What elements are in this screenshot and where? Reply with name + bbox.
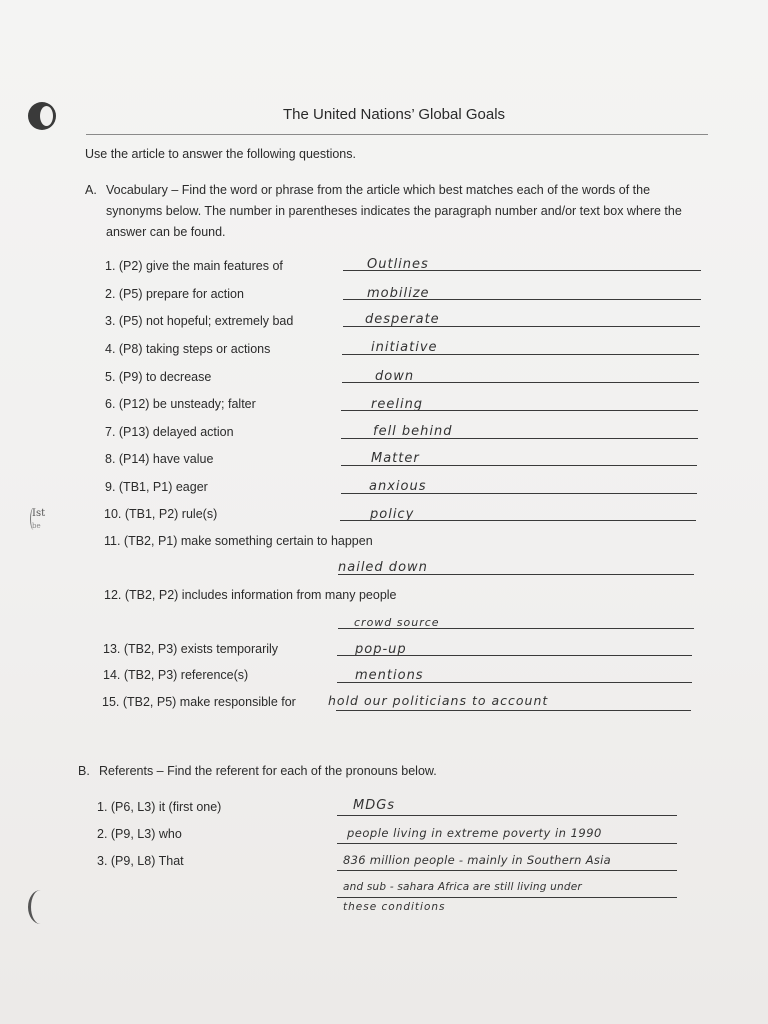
margin-note — [32, 508, 45, 532]
vocab-answer: initiative — [371, 340, 438, 355]
vocab-question: 14. (TB2, P3) reference(s) — [103, 668, 249, 682]
vocab-answer: policy — [370, 507, 415, 522]
vocab-answer: nailed down — [338, 560, 428, 575]
section-a-heading — [85, 180, 705, 243]
vocab-question: 15. (TB2, P5) make responsible for — [102, 695, 296, 709]
vocab-question: 5. (P9) to decrease — [105, 370, 212, 384]
vocab-question: 4. (P8) taking steps or actions — [105, 342, 271, 356]
punch-hole-bottom — [28, 890, 53, 924]
vocab-question: 10. (TB1, P2) rule(s) — [104, 507, 218, 521]
title-divider — [86, 134, 708, 135]
vocab-question: 2. (P5) prepare for action — [105, 287, 244, 301]
vocab-answer: Matter — [371, 451, 420, 466]
margin-note-line: be — [32, 522, 41, 530]
vocab-question: 11. (TB2, P1) make something certain to happen — [104, 534, 373, 548]
page-title: The United Nations’ Global Goals — [282, 106, 506, 123]
answer-line — [337, 843, 677, 844]
answer-line — [337, 682, 692, 683]
vocab-answer: reeling — [371, 397, 424, 412]
answer-line — [341, 465, 697, 466]
answer-line — [337, 870, 677, 871]
vocab-question: 1. (P2) give the main features of — [105, 259, 283, 273]
answer-line — [337, 655, 692, 656]
vocab-answer: crowd source — [354, 616, 440, 629]
vocab-answer: hold our politicians to account — [328, 693, 549, 708]
answer-line — [341, 410, 698, 411]
answer-line — [341, 493, 697, 494]
answer-line — [343, 270, 701, 271]
section-b-letter: B. — [78, 764, 90, 778]
vocab-answer: pop-up — [355, 642, 407, 657]
answer-line — [342, 354, 699, 355]
vocab-answer: fell behind — [373, 424, 453, 439]
answer-line — [336, 710, 691, 711]
answer-line — [337, 815, 677, 816]
answer-line — [343, 326, 700, 327]
answer-line — [338, 628, 694, 629]
vocab-answer: mentions — [355, 668, 424, 683]
referent-question: 1. (P6, L3) it (first one) — [97, 800, 222, 814]
vocab-question: 13. (TB2, P3) exists temporarily — [103, 642, 279, 656]
referent-answer: 836 million people - mainly in Southern Asia — [343, 853, 612, 867]
referent-question: 2. (P9, L3) who — [97, 827, 182, 841]
referent-answer-cont: these conditions — [343, 901, 446, 913]
referent-answer: people living in extreme poverty in 1990 — [347, 826, 602, 840]
vocab-question: 7. (P13) delayed action — [105, 425, 234, 439]
section-b-heading — [78, 764, 437, 778]
instructions: Use the article to answer the following questions. — [85, 147, 356, 161]
vocab-question: 9. (TB1, P1) eager — [105, 480, 208, 494]
section-b-text: Referents – Find the referent for each of the pronouns below. — [99, 764, 437, 778]
vocab-answer: desperate — [365, 312, 440, 327]
vocab-answer: anxious — [369, 479, 427, 494]
vocab-answer: mobilize — [367, 286, 430, 301]
vocab-question: 3. (P5) not hopeful; extremely bad — [105, 314, 294, 328]
vocab-question: 12. (TB2, P2) includes information from many people — [104, 588, 397, 602]
referent-answer: MDGs — [353, 798, 396, 813]
section-a-text: Vocabulary – Find the word or phrase from the article which best matches each of the words of the synonyms below. The number in parentheses indicates the paragraph number and/or text box where the answer can be found. — [106, 183, 682, 239]
vocab-question: 8. (P14) have value — [105, 452, 214, 466]
answer-line — [340, 520, 696, 521]
referent-question: 3. (P9, L8) That — [97, 854, 184, 868]
vocab-answer: down — [375, 369, 415, 384]
vocab-question: 6. (P12) be unsteady; falter — [105, 397, 256, 411]
answer-line — [337, 897, 677, 898]
answer-line — [343, 299, 701, 300]
answer-line — [338, 574, 694, 575]
answer-line — [341, 438, 698, 439]
section-a-letter: A. — [85, 183, 97, 197]
vocab-answer: Outlines — [367, 257, 429, 272]
answer-line — [342, 382, 699, 383]
margin-note-line: Ist — [32, 508, 46, 519]
referent-answer-cont: and sub - sahara Africa are still living under — [343, 881, 582, 893]
